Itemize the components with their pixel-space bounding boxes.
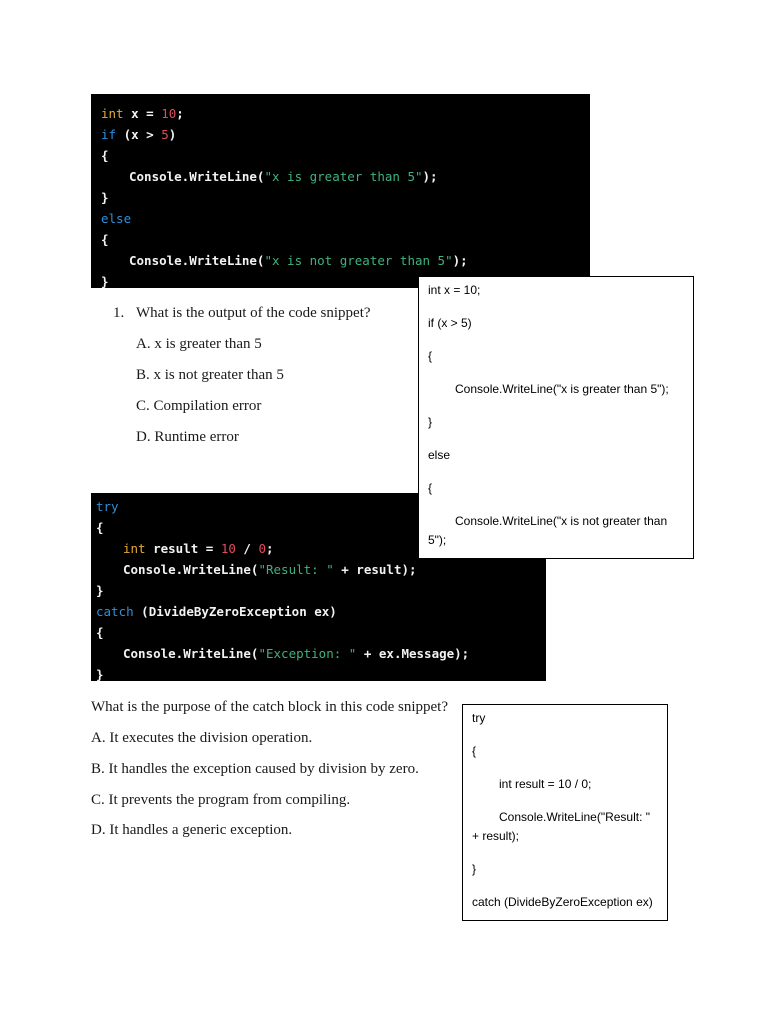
code-text: Console.WriteLine( (129, 169, 265, 184)
textbox-line: 5"); (428, 533, 447, 547)
textbox-line: if (x > 5) (428, 316, 472, 330)
question-2-option-b: B. It handles the exception caused by division by zero. (91, 761, 419, 777)
code-string: "Result: " (258, 562, 334, 577)
code-textbox-2 (462, 704, 668, 921)
code-string: "Exception: " (258, 646, 357, 661)
textbox-line: } (428, 415, 433, 429)
code-text: x = (123, 106, 162, 121)
textbox-line: } (472, 862, 477, 876)
code-text: ) (168, 127, 177, 142)
code-number: 0 (258, 541, 267, 556)
question-1-option-a: A. x is greater than 5 (136, 336, 262, 352)
code-line (129, 253, 468, 269)
code-line: { (101, 232, 109, 247)
question-1-number: 1. (113, 305, 125, 321)
code-number: 10 (220, 541, 236, 556)
question-1-text: What is the output of the code snippet? (136, 305, 371, 321)
code-text: Console.WriteLine( (123, 646, 259, 661)
code-line (129, 169, 438, 185)
code-line: } (101, 274, 109, 288)
code-text: ); (452, 253, 468, 268)
code-line: } (96, 583, 104, 598)
question-2-option-a: A. It executes the division operation. (91, 730, 313, 746)
textbox-line: catch (DivideByZeroException ex) (472, 895, 653, 909)
code-text: result = (145, 541, 221, 556)
textbox-line: Console.WriteLine("x is greater than 5"); (455, 382, 669, 396)
code-keyword: try (96, 499, 119, 514)
code-line (123, 646, 469, 662)
code-line: } (96, 667, 104, 681)
textbox-line: + result); (472, 829, 520, 843)
code-text: Console.WriteLine( (129, 253, 265, 268)
textbox-line: { (472, 744, 477, 758)
code-string: "x is greater than 5" (264, 169, 423, 184)
code-line: } (101, 190, 109, 205)
code-text: Console.WriteLine( (123, 562, 259, 577)
code-keyword: if (101, 127, 117, 142)
code-screenshot-1 (91, 94, 590, 288)
textbox-line: Console.WriteLine("Result: " (499, 810, 651, 824)
code-number: 5 (161, 127, 169, 142)
textbox-line: { (428, 349, 433, 363)
code-text: ; (176, 106, 184, 121)
question-1-option-c: C. Compilation error (136, 398, 262, 414)
textbox-line: Console.WriteLine("x is not greater than (455, 514, 668, 528)
code-line (96, 499, 119, 515)
code-keyword: int (101, 106, 124, 121)
code-line (123, 541, 274, 557)
code-line: { (96, 520, 104, 535)
textbox-line: else (428, 448, 451, 462)
code-text: ); (422, 169, 438, 184)
code-number: 10 (161, 106, 177, 121)
code-keyword: else (101, 211, 132, 226)
textbox-line: int result = 10 / 0; (499, 777, 592, 791)
code-line (101, 127, 176, 143)
code-string: "x is not greater than 5" (264, 253, 453, 268)
code-text: ; (266, 541, 274, 556)
code-keyword: int (123, 541, 146, 556)
code-textbox-1 (418, 276, 694, 559)
question-1-option-b: B. x is not greater than 5 (136, 367, 284, 383)
question-2-text: What is the purpose of the catch block in this code snippet? (91, 699, 448, 715)
textbox-line: { (428, 481, 433, 495)
code-text: (DivideByZeroException ex) (133, 604, 337, 619)
code-text: (x > (116, 127, 162, 142)
question-2-option-c: C. It prevents the program from compiling. (91, 792, 351, 808)
textbox-line: int x = 10; (428, 283, 481, 297)
question-2-option-d: D. It handles a generic exception. (91, 822, 293, 838)
code-text: + result); (333, 562, 417, 577)
code-text: + ex.Message); (356, 646, 470, 661)
code-text: / (235, 541, 259, 556)
code-line (96, 604, 337, 620)
question-1-option-d: D. Runtime error (136, 429, 239, 445)
code-line (101, 106, 184, 122)
textbox-line: try (472, 711, 486, 725)
code-keyword: catch (96, 604, 134, 619)
code-line (123, 562, 417, 578)
code-line: { (101, 148, 109, 163)
code-line (101, 211, 131, 227)
code-line: { (96, 625, 104, 640)
